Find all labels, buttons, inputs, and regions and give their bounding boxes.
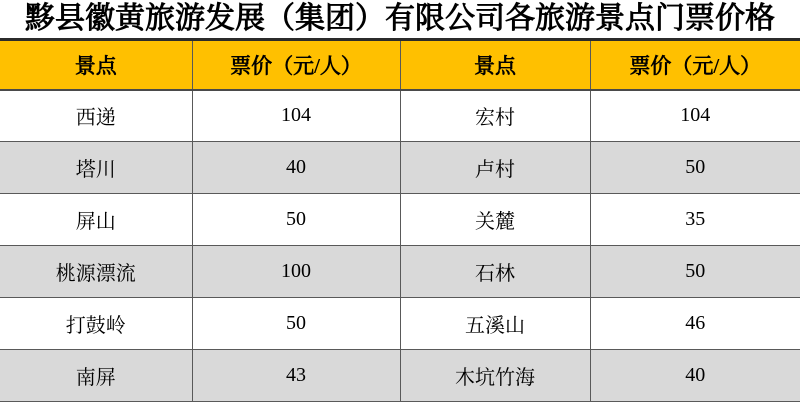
price-cell: 43 [192,350,400,402]
spot-name-cell: 屏山 [0,194,192,246]
table-row [0,350,800,402]
spot-name-cell: 桃源漂流 [0,246,192,298]
spot-name-cell: 南屏 [0,350,192,402]
spot-name-cell: 卢村 [400,142,590,194]
price-cell: 46 [590,298,800,350]
column-header-spot-right: 景点 [400,40,590,90]
spot-name-cell: 塔川 [0,142,192,194]
table-row [0,194,800,246]
column-header-price-left: 票价（元/人） [192,40,400,90]
table-row [0,246,800,298]
spot-name-cell: 打鼓岭 [0,298,192,350]
price-cell: 100 [192,246,400,298]
table-row [0,90,800,142]
spot-name-cell: 木坑竹海 [400,350,590,402]
price-cell: 50 [590,246,800,298]
price-cell: 50 [590,142,800,194]
column-header-price-right: 票价（元/人） [590,40,800,90]
table-row [0,142,800,194]
spot-name-cell: 石林 [400,246,590,298]
price-cell: 40 [192,142,400,194]
spot-name-cell: 宏村 [400,90,590,142]
price-cell: 50 [192,298,400,350]
price-cell: 50 [192,194,400,246]
price-cell: 104 [192,90,400,142]
page-title: 黟县徽黄旅游发展（集团）有限公司各旅游景点门票价格 [25,2,775,35]
spot-name-cell: 五溪山 [400,298,590,350]
table-row [0,298,800,350]
price-table [0,38,800,402]
header-row [0,40,800,90]
price-cell: 35 [590,194,800,246]
price-cell: 104 [590,90,800,142]
spot-name-cell: 西递 [0,90,192,142]
spot-name-cell: 关麓 [400,194,590,246]
price-cell: 40 [590,350,800,402]
table-body [0,90,800,402]
column-header-spot-left: 景点 [0,40,192,90]
